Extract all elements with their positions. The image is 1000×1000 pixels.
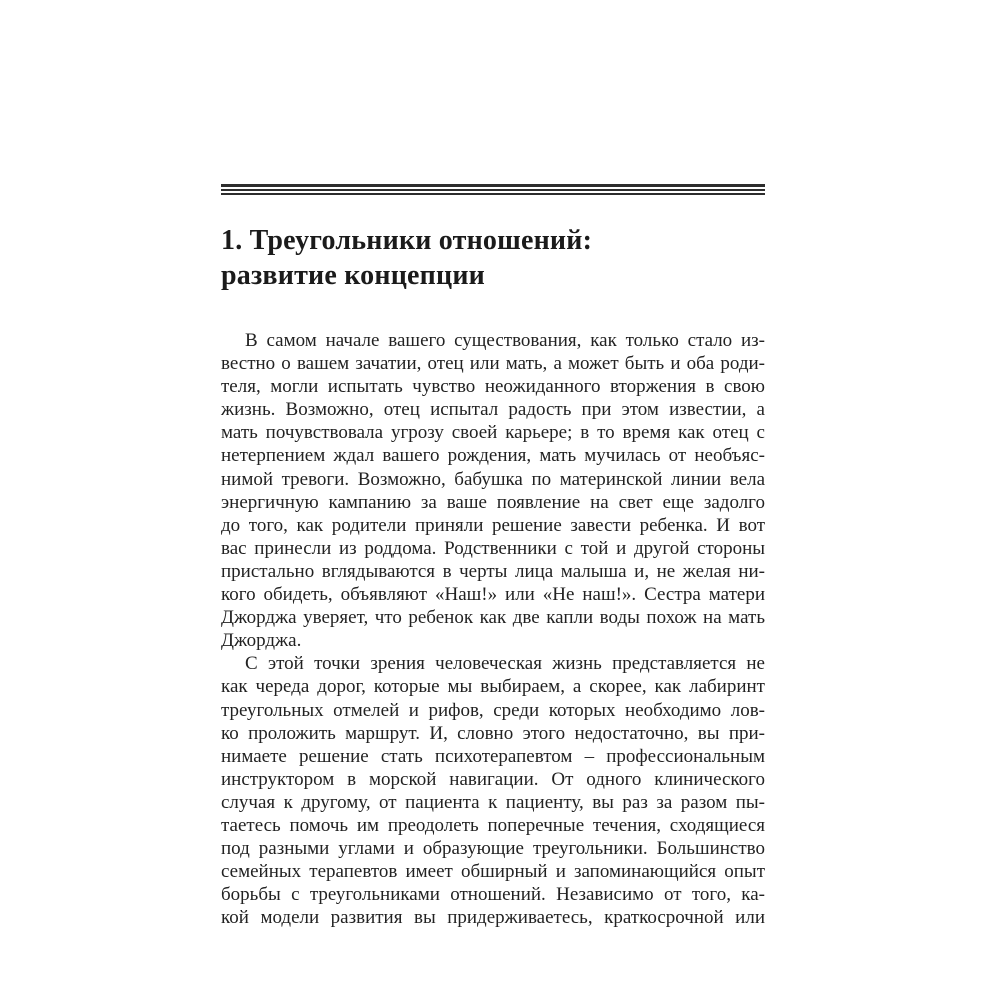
rule-line-bottom bbox=[221, 193, 765, 195]
text-line: семейных терапевтов имеет обширный и запоминающийся опыт bbox=[221, 861, 765, 883]
text-line: треугольных отмелей и рифов, среди которых необходимо лов- bbox=[221, 699, 765, 721]
chapter-ornament-rule bbox=[221, 184, 765, 195]
text-line: В самом начале вашего существования, как только стало из- bbox=[245, 330, 765, 351]
text-line: пристально вглядываются в черты лица малыша и, не желая ни- bbox=[221, 560, 765, 582]
text-line: нимаете решение стать психотерапевтом – профессиональным bbox=[221, 745, 765, 767]
text-line: борьбы с треугольниками отношений. Независимо от того, ка- bbox=[221, 884, 765, 906]
text-line: кого обидеть, объявляют «Наш!» или «Не наш!». Сестра матери bbox=[221, 584, 765, 606]
chapter-title bbox=[221, 223, 765, 293]
text-line: инструктором в морской навигации. От одного клинического bbox=[221, 768, 765, 790]
text-line: вас принесли из роддома. Родственники с той и другой стороны bbox=[221, 537, 765, 559]
text-line: случая к другому, от пациента к пациенту, вы раз за разом пы- bbox=[221, 791, 765, 813]
text-line: кой модели развития вы придерживаетесь, краткосрочной или bbox=[221, 907, 765, 929]
text-line: нетерпением ждал вашего рождения, мать мучилась от необъяс- bbox=[221, 445, 765, 467]
text-line: нимой тревоги. Возможно, бабушка по материнской линии вела bbox=[221, 468, 765, 490]
text-line: таетесь помочь им преодолеть поперечные течения, сходящиеся bbox=[221, 814, 765, 836]
rule-line-top bbox=[221, 184, 765, 187]
text-line: вестно о вашем зачатии, отец или мать, а может быть и оба роди- bbox=[221, 353, 765, 375]
body-text bbox=[221, 329, 765, 929]
chapter-title-line-1: 1. Треугольники отношений: bbox=[221, 225, 593, 256]
text-line: до того, как родители приняли решение завести ребенка. И вот bbox=[221, 514, 765, 536]
text-line: энергичную кампанию за ваше появление на свет еще задолго bbox=[221, 491, 765, 513]
rule-line-middle bbox=[221, 189, 765, 191]
chapter-title-line-2: развитие концепции bbox=[221, 260, 485, 291]
text-line: Джорджа. bbox=[221, 630, 302, 652]
text-line: мать почувствовала угрозу своей карьере; в то время как отец с bbox=[221, 422, 765, 444]
text-line: жизнь. Возможно, отец испытал радость при этом известии, а bbox=[221, 399, 765, 421]
text-line: теля, могли испытать чувство неожиданного вторжения в свою bbox=[221, 376, 765, 398]
text-line: ко проложить маршрут. И, словно этого недостаточно, вы при- bbox=[221, 722, 765, 744]
text-line: под разными углами и образующие треугольники. Большинство bbox=[221, 838, 765, 860]
text-line: Джорджа уверяет, что ребенок как две капли воды похож на мать bbox=[221, 607, 765, 629]
text-line: С этой точки зрения человеческая жизнь представляется не bbox=[245, 653, 765, 675]
text-line: как череда дорог, которые мы выбираем, а скорее, как лабиринт bbox=[221, 676, 765, 698]
